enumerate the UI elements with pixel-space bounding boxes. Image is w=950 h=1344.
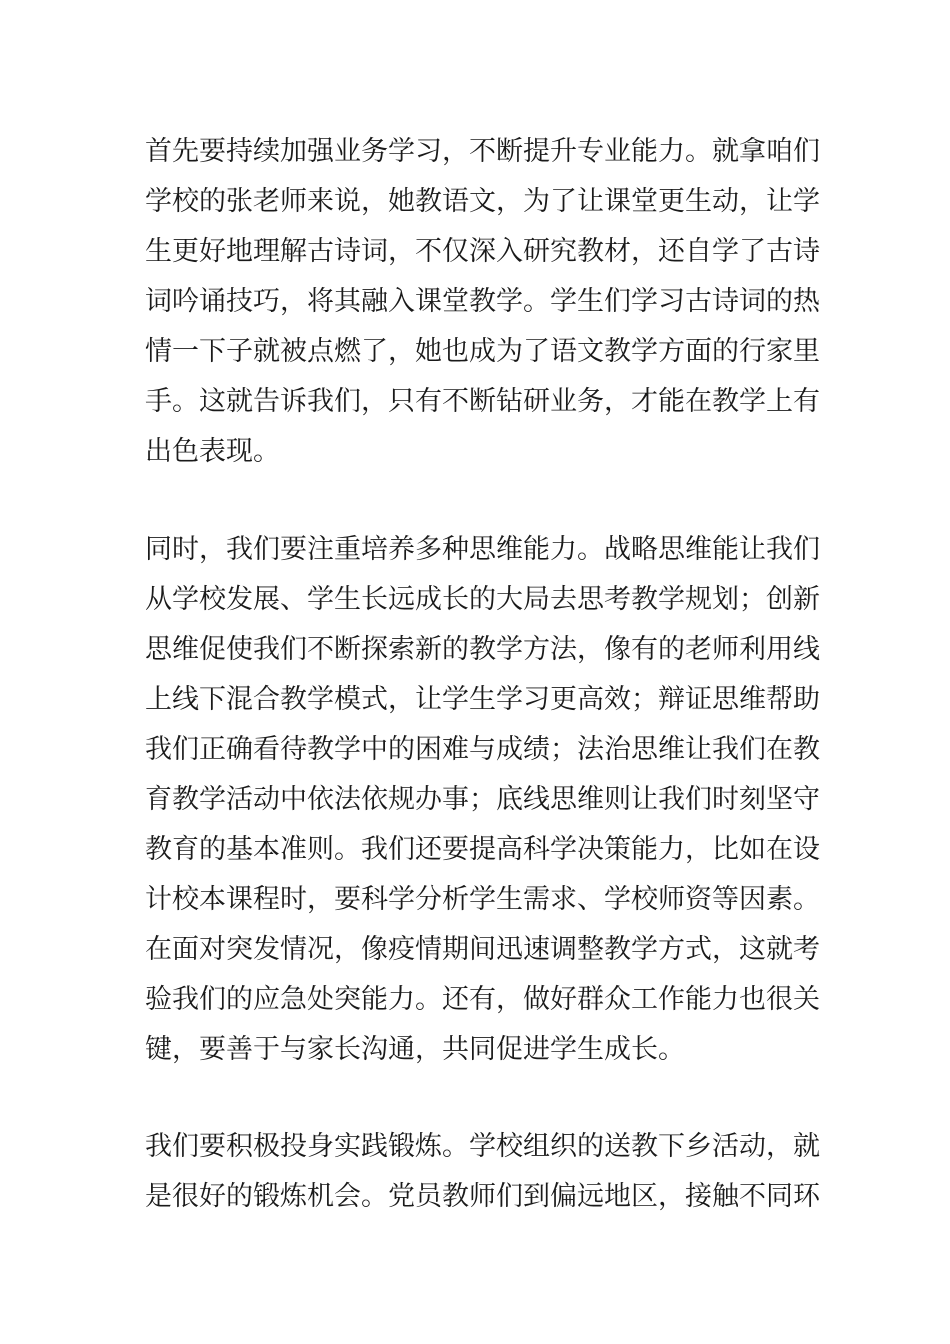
text-line: 思维促使我们不断探索新的教学方法，像有的老师利用线: [145, 634, 820, 665]
text-line: 是很好的锻炼机会。党员教师们到偏远地区，接触不同环: [145, 1181, 820, 1212]
text-line: 我们要积极投身实践锻炼。学校组织的送教下乡活动，就: [145, 1131, 820, 1162]
text-line: 从学校发展、学生长远成长的大局去思考教学规划；创新: [145, 584, 820, 615]
text-line: 计校本课程时，要科学分析学生需求、学校师资等因素。: [145, 884, 820, 915]
text-line: 生更好地理解古诗词，不仅深入研究教材，还自学了古诗: [145, 236, 820, 267]
text-line: 键，要善于与家长沟通，共同促进学生成长。: [145, 1034, 685, 1065]
text-line: 同时，我们要注重培养多种思维能力。战略思维能让我们: [145, 534, 820, 565]
text-line: 在面对突发情况，像疫情期间迅速调整教学方式，这就考: [145, 934, 820, 965]
text-line: 词吟诵技巧，将其融入课堂教学。学生们学习古诗词的热: [145, 286, 820, 317]
text-line: 首先要持续加强业务学习，不断提升专业能力。就拿咱们: [145, 136, 820, 167]
text-line: 教育的基本准则。我们还要提高科学决策能力，比如在设: [145, 834, 820, 865]
text-line: 育教学活动中依法依规办事；底线思维则让我们时刻坚守: [145, 784, 820, 815]
text-line: 情一下子就被点燃了，她也成为了语文教学方面的行家里: [145, 336, 820, 367]
text-line: 学校的张老师来说，她教语文，为了让课堂更生动，让学: [145, 186, 820, 217]
text-line: 手。这就告诉我们，只有不断钻研业务，才能在教学上有: [145, 386, 820, 417]
paragraph-2: [145, 525, 820, 1075]
text-line: 上线下混合教学模式，让学生学习更高效；辩证思维帮助: [145, 684, 820, 715]
paragraph-3: [145, 1122, 820, 1222]
text-line: 验我们的应急处突能力。还有，做好群众工作能力也很关: [145, 984, 820, 1015]
paragraph-1: [145, 127, 820, 477]
text-line: 我们正确看待教学中的困难与成绩；法治思维让我们在教: [145, 734, 820, 765]
text-line: 出色表现。: [145, 436, 280, 467]
